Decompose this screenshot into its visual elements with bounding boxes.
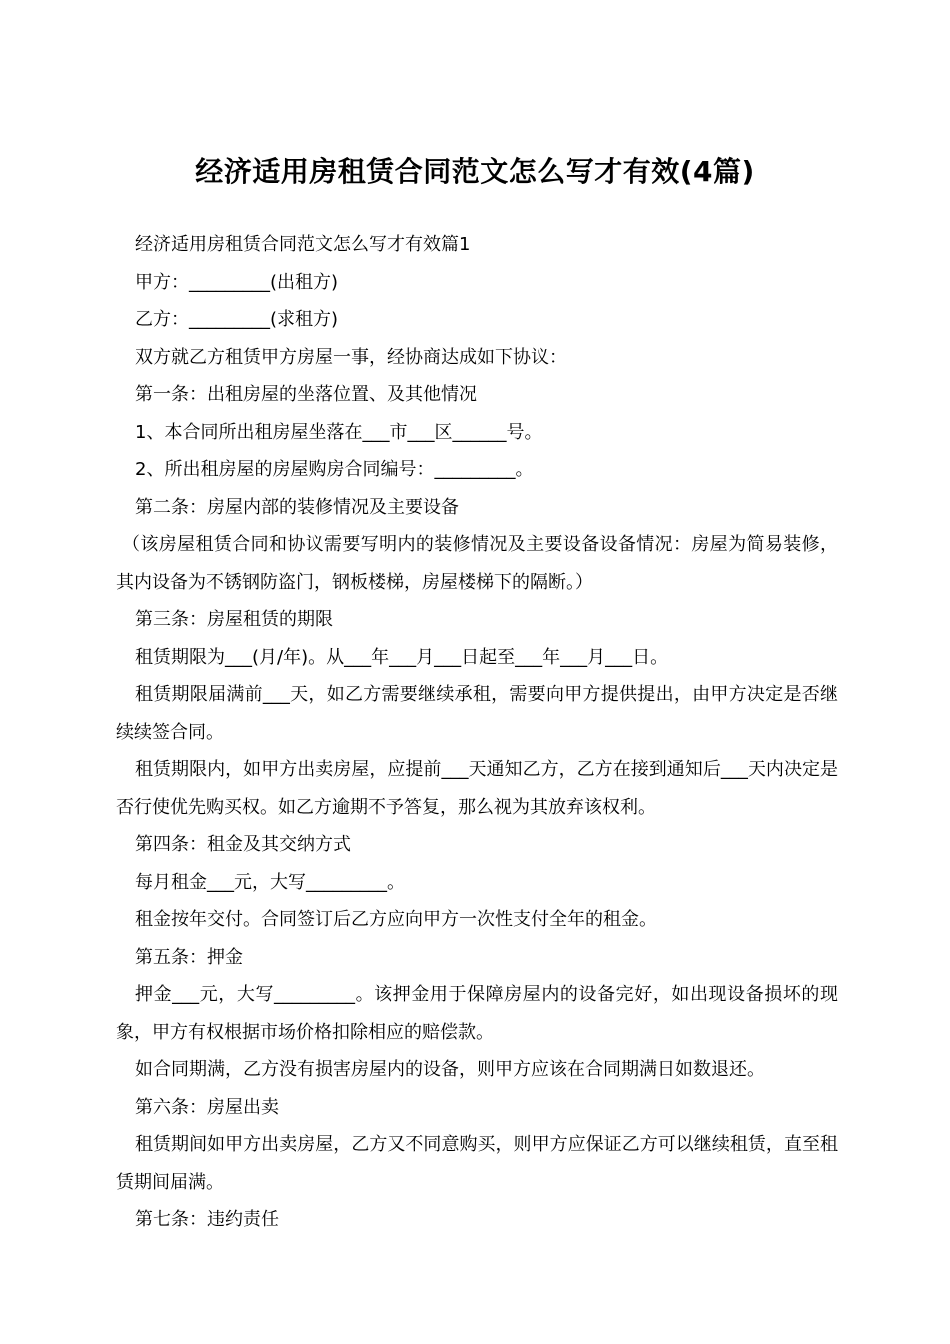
document-title: 经济适用房租赁合同范文怎么写才有效(4篇) <box>195 154 755 188</box>
document-body <box>116 226 838 1239</box>
article-4-heading: 第四条：租金及其交纳方式 <box>135 834 351 855</box>
article-6-body: 租赁期间如甲方出卖房屋，乙方又不同意购买，则甲方应保证乙方可以继续租赁，直至租赁期间届满。 <box>116 1134 838 1193</box>
party-a-line: 甲方：_________(出租方) <box>135 271 339 293</box>
article-3-sale-notice: 租赁期限内，如甲方出卖房屋，应提前___天通知乙方，乙方在接到通知后___天内决定是否行使优先购买权。如乙方逾期不予答复，那么视为其放弃该权利。 <box>116 759 838 818</box>
agreement-intro: 双方就乙方租赁甲方房屋一事，经协商达成如下协议： <box>135 346 567 368</box>
article-3-renewal: 租赁期限届满前___天，如乙方需要继续承租，需要向甲方提供提出，由甲方决定是否继续续签合同。 <box>116 684 838 743</box>
article-1-heading: 第一条：出租房屋的坐落位置、及其他情况 <box>135 384 477 405</box>
article-3-term: 租赁期限为___(月/年)。从___年___月___日起至___年___月___日。 <box>135 646 669 668</box>
article-7-heading: 第七条：违约责任 <box>135 1209 279 1230</box>
article-4-payment: 租金按年交付。合同签订后乙方应向甲方一次性支付全年的租金。 <box>135 909 657 930</box>
section-heading: 经济适用房租赁合同范文怎么写才有效篇1 <box>135 234 471 255</box>
party-b-line: 乙方：_________(求租方) <box>135 309 339 330</box>
article-4-monthly-rent: 每月租金___元，大写_________。 <box>135 871 405 893</box>
article-5-deposit: 押金___元，大写_________。该押金用于保障房屋内的设备完好，如出现设备损坏的现象，甲方有权根据市场价格扣除相应的赔偿款。 <box>116 984 838 1043</box>
article-3-heading: 第三条：房屋租赁的期限 <box>135 609 333 630</box>
article-5-refund: 如合同期满，乙方没有损害房屋内的设备，则甲方应该在合同期满日如数退还。 <box>135 1059 765 1080</box>
article-2-heading: 第二条：房屋内部的装修情况及主要设备 <box>135 496 459 518</box>
article-1-item-1: 1、本合同所出租房屋坐落在___市___区______号。 <box>135 421 543 443</box>
article-5-heading: 第五条：押金 <box>135 946 243 968</box>
article-1-item-2: 2、所出租房屋的房屋购房合同编号：_________。 <box>135 459 534 480</box>
article-6-heading: 第六条：房屋出卖 <box>135 1096 279 1118</box>
article-2-body: （该房屋租赁合同和协议需要写明内的装修情况及主要设备设备情况：房屋为简易装修，其内设备为不锈钢防盗门，钢板楼梯，房屋楼梯下的隔断。） <box>116 534 838 593</box>
